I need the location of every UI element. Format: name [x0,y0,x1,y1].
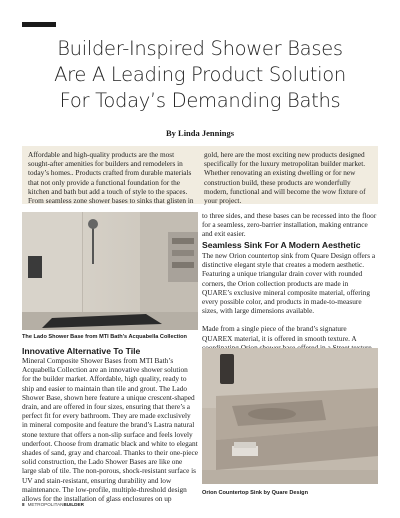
intro-column-2: gold, here are the most exciting new products designed specifically for the luxury metropolitan builder market. Whether renovating an existing dwelling or for new construction build, these products are wonderfully modern, functional and will become the wow fixture of your project. [204,150,366,206]
publication-brand: BUILDER [63,502,84,507]
intro-box [22,146,378,204]
top-rule [22,22,56,27]
headline-line-2: Are A Leading Product Solution [54,63,346,86]
section-2-heading: Seamless Sink For A Modern Aesthetic [202,240,361,250]
shower-base-photo [22,212,198,330]
section-1-body: Mineral Composite Shower Bases from MTI Bath’s Acquabella Collection are an innovative shower solution for the builder market. Affordable, high quality, ready to ship and easier to maintain than tile and grout. The Lado Shower Base, shown here feature a unique crescent-shaped drain, and are offered in four sizes, ensuring that there’s a perfect fit for every bathroom. They are made exclusively in mineral composite and feature the brand’s Lastra natural stone texture that offers a non-slip surface and feels lovely underfoot. Choose from dramatic black and white to elegant shades of sand, gray and charcoal. Thanks to their one-piece solid construction, the Lado Shower Bases are like one large slab of tile. The non-porous, shock-resistant surface is UV and stain-resistant, ensuring durability and low maintenance. The low-profile, multiple-threshold design allows for the installation of glass enclosures on up [22,356,198,504]
section-1-heading: Innovative Alternative To Tile [22,346,141,356]
byline: By Linda Jennings [165,128,235,138]
countertop-sink-photo [202,348,378,484]
intro-column-1: Affordable and high-quality products are the most sought-after amenities for builders and remodelers in today’s homes.. Products crafted from durable materials that not only provide a functional foundation for the kitchen and bath but add a touch of style to the spaces. From seamless zone shower bases to sinks that glisten in [28,150,194,206]
countertop-sink-caption: Orion Countertop Sink by Quare Design [202,490,308,496]
section-2-body [202,251,378,361]
section-2-paragraph-1: The new Orion countertop sink from Quare Design offers a distinctive elegant style that creates a modern aesthetic. Featuring a unique triangular drain cover with rounded corners, the Orion collection products are made in QUARE’s exclusive mineral composite material, offering every possible color, and products in made-to-measure sizes, with large dimensions available. [202,251,376,316]
section-1-continued: to three sides, and these bases can be recessed into the floor for a seamless, zero-barrier installation, making entrance and exit easier. [202,211,377,239]
headline-line-3: For Today’s Demanding Baths [59,89,341,112]
article-headline [0,36,400,114]
headline-line-1: Builder-Inspired Shower Bases [57,37,343,60]
publication-name: METROPOLITAN [27,502,64,507]
page-footer [22,502,84,507]
section-2-paragraph-2: Made from a single piece of the brand’s signature QUAREX material, it is offered in smooth texture. A [202,324,357,343]
page-number: 8 [22,502,25,507]
shower-base-caption: The Lado Shower Base from MTI Bath’s Acquabella Collection [22,334,187,340]
